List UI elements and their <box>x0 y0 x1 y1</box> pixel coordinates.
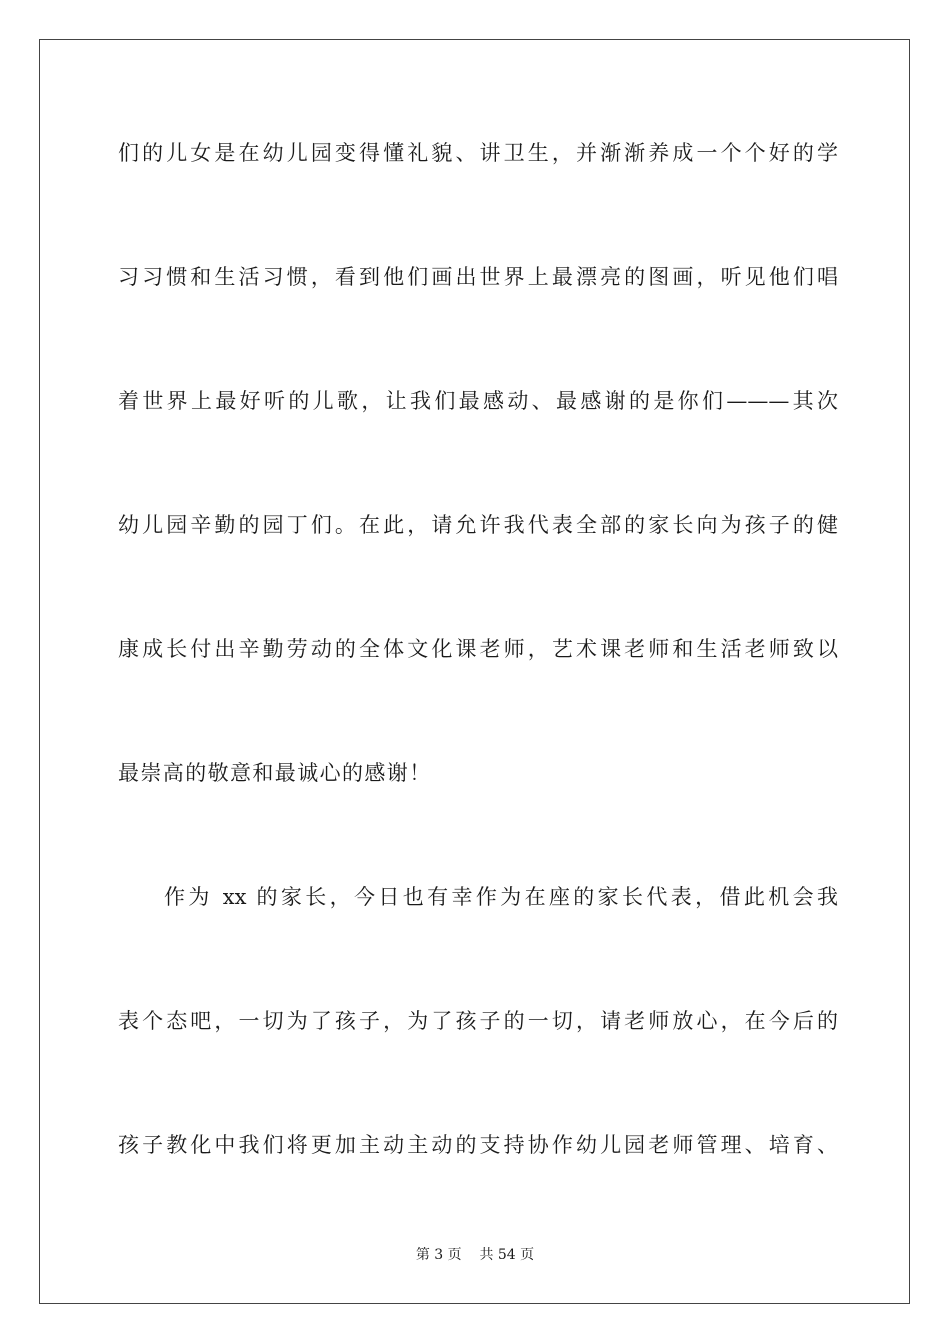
body-text-line: 最崇高的敬意和最诚心的感谢！ <box>118 761 432 785</box>
page-footer <box>0 1245 950 1265</box>
page-frame <box>39 39 910 1304</box>
body-text-line: 习习惯和生活习惯，看到他们画出世界上最漂亮的图画，听见他们唱 <box>118 265 838 289</box>
body-text-line: 康成长付出辛勤劳动的全体文化课老师，艺术课老师和生活老师致以 <box>118 637 838 661</box>
page-total: 共 54 页 <box>479 1247 535 1263</box>
page-number: 第 3 页 <box>415 1247 462 1263</box>
body-text-line: 孩子教化中我们将更加主动主动的支持协作幼儿园老师管理、培育、 <box>118 1133 838 1157</box>
body-text-line: 表个态吧，一切为了孩子，为了孩子的一切，请老师放心，在今后的 <box>118 1009 838 1033</box>
body-text-line: 幼儿园辛勤的园丁们。在此，请允许我代表全部的家长向为孩子的健 <box>118 513 838 537</box>
body-text-line: 们的儿女是在幼儿园变得懂礼貌、讲卫生，并渐渐养成一个个好的学 <box>118 141 838 165</box>
paragraph-first-line: 作为 xx 的家长，今日也有幸作为在座的家长代表，借此机会我 <box>164 885 838 909</box>
body-text-line: 着世界上最好听的儿歌，让我们最感动、最感谢的是你们———其次 <box>118 389 838 413</box>
